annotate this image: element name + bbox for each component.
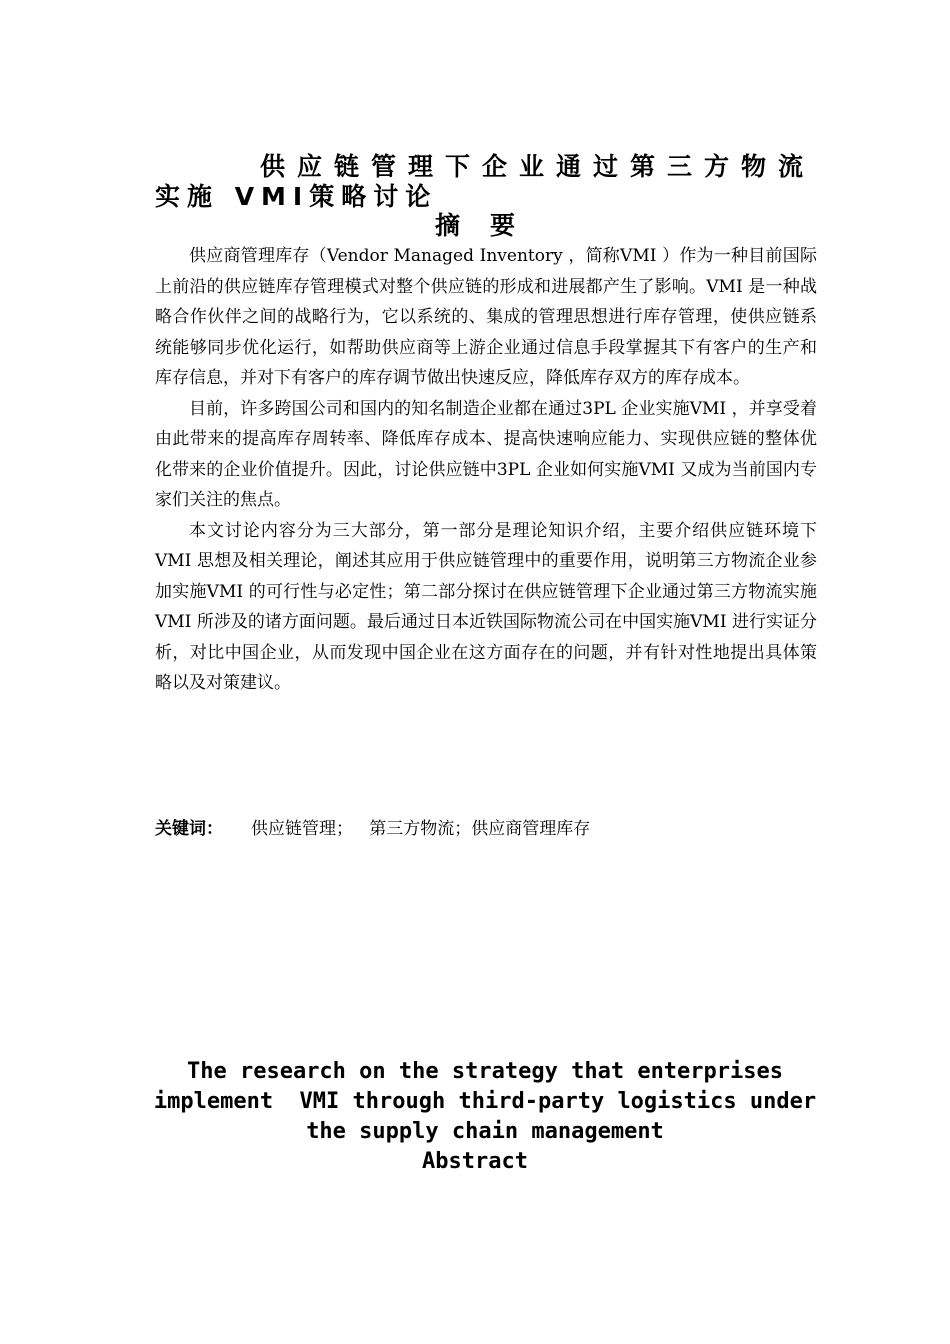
chinese-title-line-1: 供应链管理下企业通过第三方物流 xyxy=(259,152,815,181)
abstract-paragraph-2: 目前，许多跨国公司和国内的知名制造企业都在通过3PL 企业实施VMI ，并享受着由此带来的提高库存周转率、降低库存成本、提高快速响应能力、实现供应链的整体优化带来的企业价值提升。因此，讨论供应链中3PL 企业如何实施VMI 又成为当前国内专家们关注的焦点。 xyxy=(155,398,817,510)
abstract-body xyxy=(155,241,817,699)
keywords-label: 关键词： xyxy=(155,819,223,839)
english-title-line-3: the supply chain management xyxy=(306,1119,664,1144)
english-title-line-2: implement VMI through third-party logistics under xyxy=(153,1089,817,1114)
chinese-title-line-2: 实施 VMI策略讨论 xyxy=(155,182,438,211)
abstract-heading-english: Abstract xyxy=(422,1149,528,1174)
keywords-line xyxy=(155,814,817,844)
english-title-line-1: The research on the strategy that enterprises xyxy=(186,1059,784,1084)
abstract-paragraph-3: 本文讨论内容分为三大部分，第一部分是理论知识介绍，主要介绍供应链环境下VMI 思想及相关理论，阐述其应用于供应链管理中的重要作用，说明第三方物流企业参加实施VMI 的可行性与必定性；第二部分探讨在供应链管理下企业通过第三方物流实施VMI 所涉及的诸方面问题。最后通过日本近铁国际物流公司在中国实施VMI 进行实证分析，对比中国企业，从而发现中国企业在这方面存在的问题，并有针对性地提出具体策略以及对策建议。 xyxy=(155,520,817,693)
abstract-heading-chinese: 摘要 xyxy=(434,211,545,240)
keyword-2: 第三方物流；供应商管理库存 xyxy=(369,819,591,839)
english-title xyxy=(60,1057,910,1147)
keyword-separator xyxy=(353,819,369,839)
abstract-paragraph-1: 供应商管理库存（Vendor Managed Inventory ，简称VMI ）作为一种目前国际上前沿的供应链库存管理模式对整个供应链的形成和进展都产生了影响。VMI 是一种战略合作伙伴之间的战略行为，它以系统的、集成的管理思想进行库存管理，使供应链系统能够同步优化运行，如帮助供应商等上游企业通过信息手段掌握其下有客户的生产和库存信息，并对下有客户的库存调节做出快速反应，降低库存双方的库存成本。 xyxy=(155,246,817,388)
keyword-1: 供应链管理； xyxy=(251,819,353,839)
